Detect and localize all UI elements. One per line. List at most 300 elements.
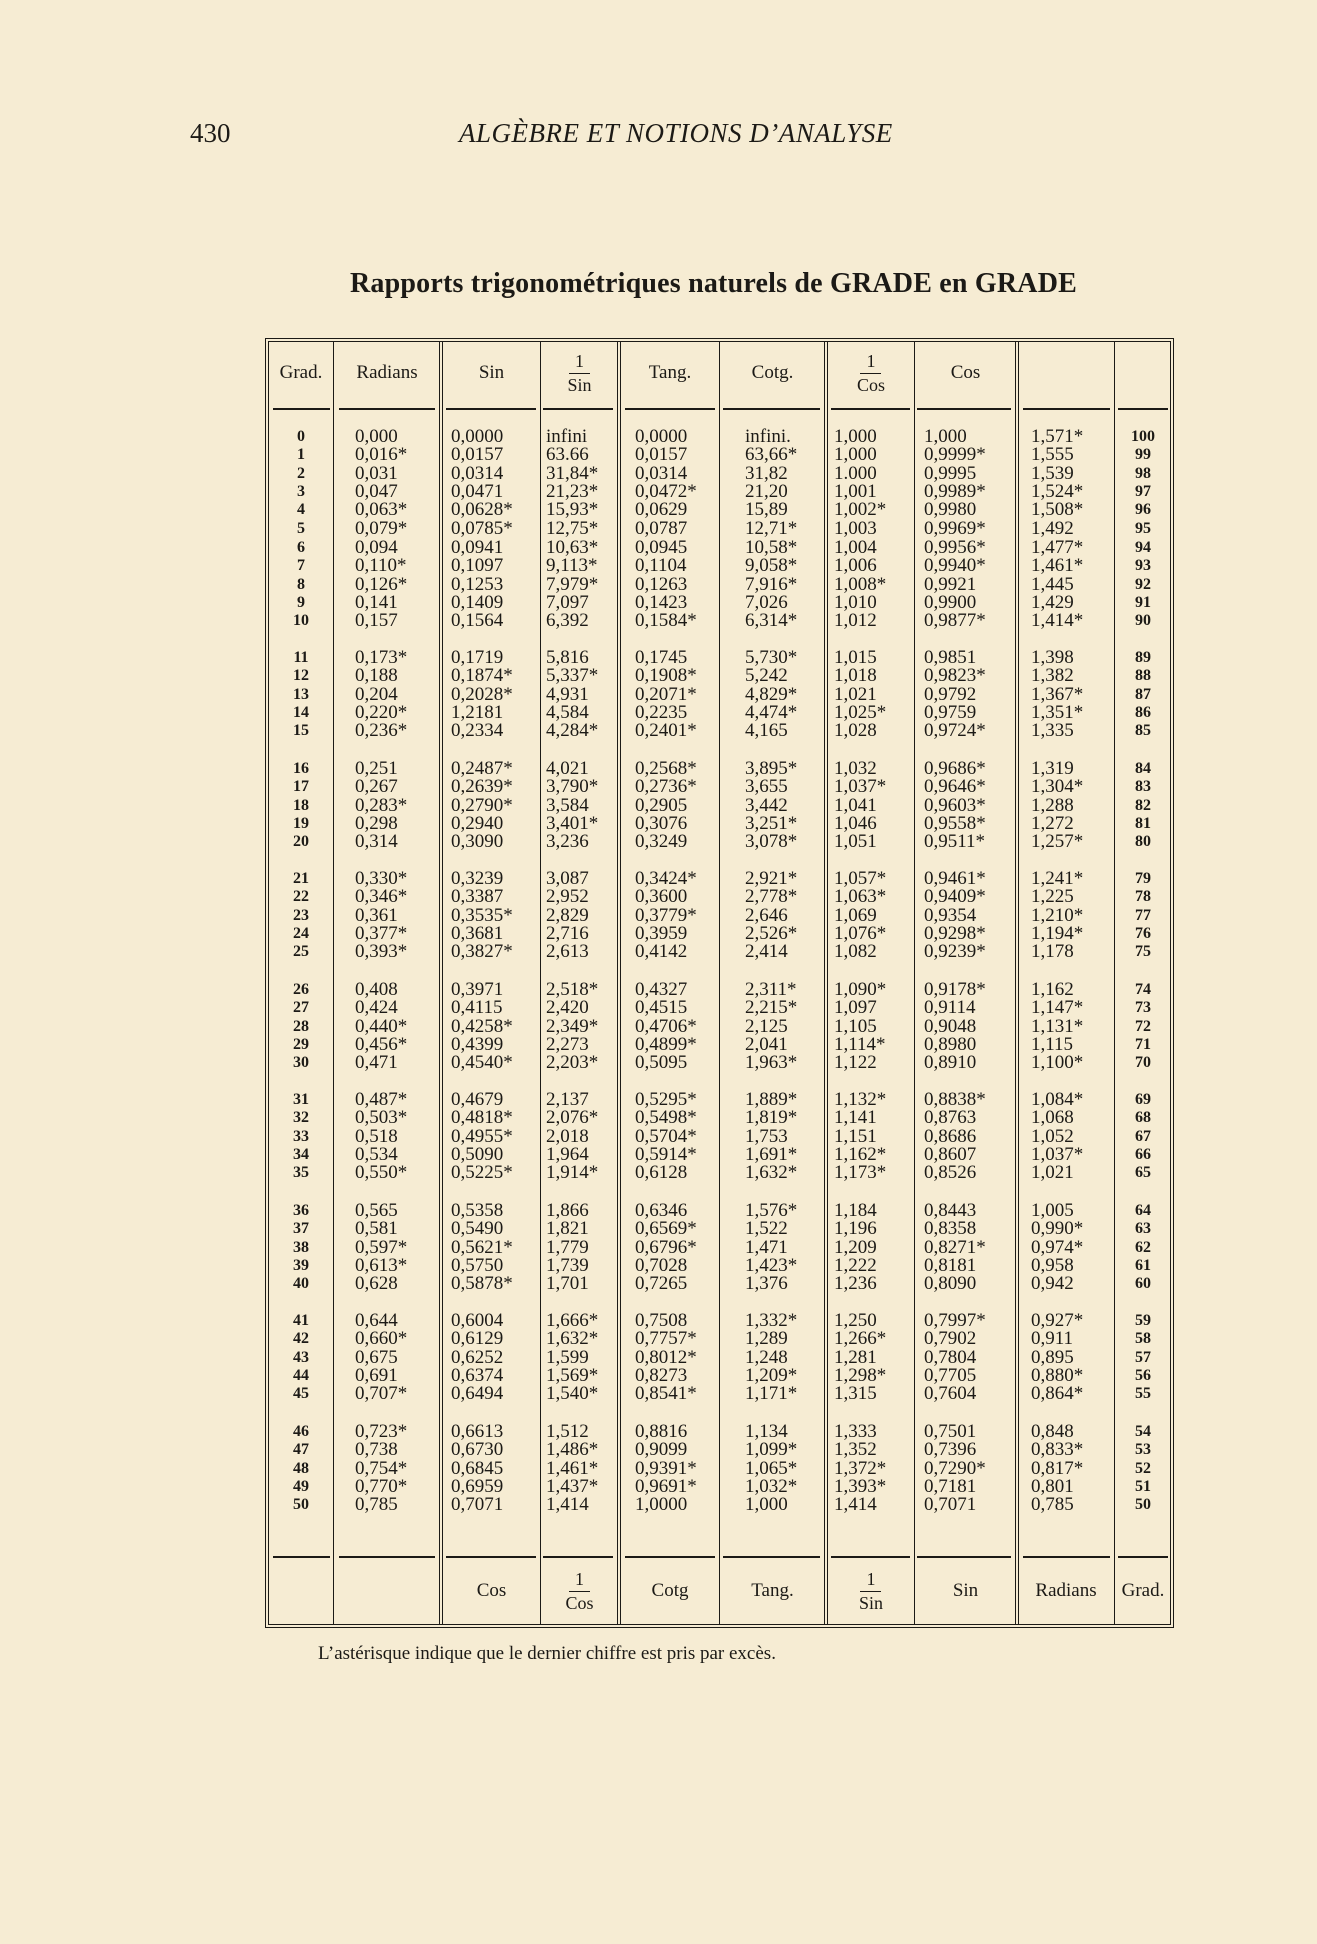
fraction-one-over-cos (853, 352, 889, 395)
cell-sin: 0,1253 (451, 573, 504, 595)
cell-cotg: 4,474* (745, 701, 798, 723)
cell-radians: 0,503* (355, 1107, 408, 1129)
cell-inv-sin: 1,437* (546, 1475, 599, 1497)
cell-radians: 0,628 (355, 1273, 398, 1295)
cell-inv-cos: 1,037* (834, 776, 887, 798)
table-row (269, 1330, 1170, 1348)
cell-inv-cos: 1,414 (834, 1494, 877, 1516)
cell-inv-sin: 3,236 (546, 831, 589, 853)
footer-radians: Radians (1035, 1580, 1097, 1601)
cell-sin: 0,0785* (451, 517, 513, 539)
cell-cos: 0,9686* (924, 758, 986, 779)
cell-cotg: 7,916* (745, 573, 798, 595)
cell-inv-cos: 1,010 (834, 591, 877, 613)
cell-inv-cos: 1,002* (834, 499, 887, 521)
cell-sin: 0,2940 (451, 812, 504, 834)
cell-cos: 1,000 (924, 426, 967, 447)
cell-inv-cos: 1,196 (834, 1218, 877, 1240)
cell-cotg: 1,963* (745, 1052, 798, 1074)
cell-grad-compl: 87 (1135, 685, 1151, 703)
cell-sin: 0,4679 (451, 1089, 504, 1110)
cell-inv-sin: 1,701 (546, 1273, 589, 1295)
cell-cotg: 10,58* (745, 537, 798, 558)
cell-inv-sin: 1,666* (546, 1310, 599, 1331)
cell-radians: 0,126* (355, 573, 408, 595)
footer-rule (273, 1556, 330, 1558)
cell-radians-compl: 0,833* (1031, 1439, 1084, 1461)
cell-cotg: 2,215* (745, 997, 798, 1019)
cell-grad-compl: 91 (1135, 593, 1151, 611)
cell-sin: 0,4540* (451, 1052, 513, 1074)
cell-radians: 0,393* (355, 941, 408, 963)
cell-tang: 0,9691* (635, 1475, 697, 1497)
cell-inv-cos: 1,000 (834, 426, 877, 447)
cell-sin: 0,1097 (451, 555, 504, 577)
cell-cotg: 1,522 (745, 1218, 788, 1240)
cell-radians-compl: 0,990* (1031, 1218, 1084, 1240)
cell-tang: 0,8273 (635, 1364, 688, 1386)
cell-cotg: 1,065* (745, 1457, 798, 1479)
cell-radians-compl: 1,115 (1031, 1033, 1074, 1055)
cell-inv-cos: 1,063* (834, 886, 887, 908)
cell-inv-sin: 1,599 (546, 1346, 589, 1368)
fraction-one-over-sin (563, 352, 595, 395)
cell-tang: 0,6128 (635, 1162, 688, 1184)
cell-grad-compl: 76 (1135, 924, 1151, 942)
cell-cotg: 3,442 (745, 794, 788, 816)
cell-inv-sin: 3,790* (546, 776, 599, 798)
cell-radians-compl: 1,194* (1031, 922, 1084, 944)
cell-cotg: 63,66* (745, 444, 798, 466)
cell-radians-compl: 1,241* (1031, 868, 1084, 889)
cell-tang: 0,6346 (635, 1200, 688, 1221)
cell-inv-sin: 4,021 (546, 758, 589, 779)
cell-inv-cos: 1,069 (834, 904, 877, 926)
cell-grad: 30 (293, 1054, 309, 1072)
fraction-denominator: Sin (567, 374, 592, 395)
cell-radians: 0,785 (355, 1494, 398, 1516)
cell-tang: 0,1908* (635, 665, 697, 687)
cell-grad: 12 (293, 667, 309, 685)
cell-inv-sin: 1,914* (546, 1162, 599, 1184)
cell-radians: 0,361 (355, 904, 398, 926)
cell-radians-compl: 1,100* (1031, 1052, 1084, 1074)
cell-radians: 0,016* (355, 444, 408, 466)
cell-tang: 0,0000 (635, 426, 688, 447)
footer-rule (723, 1556, 820, 1558)
header-rule (339, 408, 435, 410)
cell-cos: 0,8686 (924, 1125, 977, 1147)
cell-sin: 0,5090 (451, 1143, 504, 1165)
cell-radians: 0,031 (355, 462, 398, 484)
cell-inv-sin: 1,964 (546, 1143, 589, 1165)
cell-grad: 35 (293, 1164, 309, 1182)
cell-grad-compl: 98 (1135, 464, 1151, 482)
cell-inv-cos: 1,097 (834, 997, 877, 1019)
cell-inv-cos: 1,015 (834, 647, 877, 668)
cell-grad: 48 (293, 1459, 309, 1477)
cell-inv-cos: 1,173* (834, 1162, 887, 1184)
cell-inv-cos: 1,141 (834, 1107, 877, 1129)
cell-radians: 0,550* (355, 1162, 408, 1184)
cell-radians-compl: 0,817* (1031, 1457, 1084, 1479)
footer-sin: Sin (952, 1580, 979, 1601)
table-row (269, 446, 1170, 464)
cell-inv-sin: 5,337* (546, 665, 599, 687)
cell-cotg: 1,819* (745, 1107, 798, 1129)
cell-tang: 0,2235 (635, 701, 688, 723)
cell-cos: 0,9921 (924, 573, 977, 595)
page-number: 430 (190, 118, 231, 148)
cell-grad: 26 (293, 981, 309, 998)
cell-cos: 0,7181 (924, 1475, 977, 1497)
cell-grad-compl: 62 (1135, 1238, 1151, 1256)
cell-cos: 0,9900 (924, 591, 977, 613)
cell-grad: 46 (293, 1423, 309, 1440)
cell-inv-sin: 1,866 (546, 1200, 589, 1221)
cell-sin: 0,6252 (451, 1346, 504, 1368)
cell-radians: 0,408 (355, 979, 398, 1000)
cell-cotg: 1,032* (745, 1475, 798, 1497)
cell-sin: 0,6004 (451, 1310, 504, 1331)
cell-inv-cos: 1,001 (834, 480, 877, 502)
cell-radians: 0,707* (355, 1383, 408, 1405)
cell-cotg: 2,041 (745, 1033, 788, 1055)
cell-grad: 43 (293, 1348, 309, 1366)
cell-tang: 0,0787 (635, 517, 688, 539)
cell-grad: 47 (293, 1441, 309, 1459)
cell-cos: 0,9354 (924, 904, 977, 926)
cell-cos: 0,8980 (924, 1033, 977, 1055)
cell-grad: 40 (293, 1275, 309, 1293)
cell-grad: 16 (293, 760, 309, 777)
header-rule (723, 408, 820, 410)
cell-grad: 3 (297, 482, 305, 500)
cell-radians-compl: 0,880* (1031, 1364, 1084, 1386)
footer-rule (543, 1556, 613, 1558)
cell-radians-compl: 1,037* (1031, 1143, 1084, 1165)
cell-grad-compl: 60 (1135, 1275, 1151, 1293)
cell-radians-compl: 1,319 (1031, 758, 1074, 779)
cell-radians: 0,141 (355, 591, 398, 613)
cell-radians: 0,660* (355, 1328, 408, 1350)
cell-inv-sin: 1,512 (546, 1421, 589, 1442)
table-row (269, 517, 1170, 539)
cell-inv-sin: 2,952 (546, 886, 589, 908)
cell-grad-compl: 97 (1135, 482, 1151, 500)
header-rule (917, 408, 1011, 410)
cell-tang: 0,4515 (635, 997, 688, 1019)
cell-inv-sin: 2,420 (546, 997, 589, 1019)
cell-tang: 0,5498* (635, 1107, 697, 1129)
cell-inv-cos: 1,028 (834, 720, 877, 742)
cell-grad-compl: 95 (1135, 519, 1151, 537)
cell-inv-cos: 1,132* (834, 1089, 887, 1110)
cell-inv-cos: 1,057* (834, 868, 887, 889)
cell-inv-cos: 1,222 (834, 1254, 877, 1276)
cell-sin: 0,2790* (451, 794, 513, 816)
cell-grad-compl: 81 (1135, 814, 1151, 832)
cell-sin: 0,4955* (451, 1125, 513, 1147)
cell-cotg: 2,921* (745, 868, 798, 889)
fraction-one-over-sin (855, 1570, 887, 1613)
cell-sin: 0,2639* (451, 776, 513, 798)
cell-sin: 0,6129 (451, 1328, 504, 1350)
cell-radians-compl: 1,539 (1031, 462, 1074, 484)
cell-grad-compl: 88 (1135, 667, 1151, 685)
cell-radians-compl: 1,445 (1031, 573, 1074, 595)
cell-tang: 0,3249 (635, 831, 688, 853)
cell-radians: 0,597* (355, 1236, 408, 1258)
cell-radians-compl: 1,272 (1031, 812, 1074, 834)
cell-cotg: 1,576* (745, 1200, 798, 1221)
cell-sin: 0,1874* (451, 665, 513, 687)
cell-sin: 0,6374 (451, 1364, 504, 1386)
cell-cos: 0,8181 (924, 1254, 977, 1276)
table-row (269, 1441, 1170, 1459)
cell-grad: 17 (293, 778, 309, 796)
table-title (0, 268, 1317, 300)
cell-grad-compl: 54 (1135, 1423, 1151, 1440)
cell-cos: 0,9511* (924, 831, 986, 853)
cell-radians-compl: 1,257* (1031, 831, 1084, 853)
cell-radians-compl: 0,895 (1031, 1346, 1074, 1368)
table-row (269, 722, 1170, 740)
cell-tang: 0,4142 (635, 941, 688, 963)
cell-tang: 0,3076 (635, 812, 688, 834)
table-row (269, 833, 1170, 851)
cell-radians-compl: 0,864* (1031, 1383, 1084, 1405)
cell-grad-compl: 86 (1135, 703, 1151, 721)
cell-cotg: 5,730* (745, 647, 798, 668)
cell-grad-compl: 92 (1135, 575, 1151, 593)
cell-sin: 0,1409 (451, 591, 504, 613)
cell-inv-sin: 5,816 (546, 647, 589, 668)
cell-radians: 0,565 (355, 1200, 398, 1221)
cell-grad-compl: 57 (1135, 1348, 1151, 1366)
cell-inv-cos: 1,041 (834, 794, 877, 816)
cell-radians-compl: 1,021 (1031, 1162, 1074, 1184)
cell-inv-sin: 2,273 (546, 1033, 589, 1055)
cell-radians-compl: 1,398 (1031, 647, 1074, 668)
cell-tang: 0,4327 (635, 979, 688, 1000)
footer-cos: Cos (476, 1580, 507, 1601)
cell-radians-compl: 1,414* (1031, 610, 1084, 632)
cell-sin: 0,6613 (451, 1421, 504, 1442)
cell-cos: 0,7902 (924, 1328, 977, 1350)
cell-cos: 0,9877* (924, 610, 986, 632)
cell-radians-compl: 1,351* (1031, 701, 1084, 723)
header-inv-sin (542, 342, 617, 404)
cell-cotg: 2,414 (745, 941, 788, 963)
cell-grad: 36 (293, 1202, 309, 1219)
cell-inv-sin: 2,716 (546, 922, 589, 944)
cell-grad: 2 (297, 464, 305, 482)
cell-radians: 0,518 (355, 1125, 398, 1147)
cell-inv-sin: 7,979* (546, 573, 599, 595)
header-cos: Cos (950, 362, 981, 383)
cell-grad: 6 (297, 539, 305, 556)
cell-cotg: 1,753 (745, 1125, 788, 1147)
cell-radians: 0,424 (355, 997, 398, 1019)
cell-inv-sin: 63.66 (546, 444, 589, 466)
cell-inv-cos: 1,162* (834, 1143, 887, 1165)
cell-sin: 0,0314 (451, 462, 504, 484)
cell-radians-compl: 1,084* (1031, 1089, 1084, 1110)
cell-tang: 0,5095 (635, 1052, 688, 1074)
cell-radians-compl: 1,477* (1031, 537, 1084, 558)
cell-radians: 0,314 (355, 831, 398, 853)
cell-tang: 0,5295* (635, 1089, 697, 1110)
cell-radians-compl: 1,178 (1031, 941, 1074, 963)
cell-radians-compl: 0,911 (1031, 1328, 1074, 1350)
cell-radians-compl: 1,052 (1031, 1125, 1074, 1147)
cell-grad-compl: 61 (1135, 1256, 1151, 1274)
footer-cotg: Cotg (651, 1580, 689, 1601)
cell-grad-compl: 52 (1135, 1459, 1151, 1477)
cell-cotg: 2,526* (745, 922, 798, 944)
cell-cotg: 2,778* (745, 886, 798, 908)
cell-radians-compl: 0,958 (1031, 1254, 1074, 1276)
cell-grad: 19 (293, 814, 309, 832)
cell-inv-cos: 1,266* (834, 1328, 887, 1350)
cell-sin: 0,6959 (451, 1475, 504, 1497)
table-row (269, 943, 1170, 961)
cell-grad-compl: 51 (1135, 1477, 1151, 1495)
cell-grad-compl: 63 (1135, 1220, 1151, 1238)
cell-inv-cos: 1,315 (834, 1383, 877, 1405)
cell-grad: 23 (293, 906, 309, 924)
cell-radians: 0,613* (355, 1254, 408, 1276)
cell-grad-compl: 56 (1135, 1366, 1151, 1384)
cell-radians-compl: 1,429 (1031, 591, 1074, 613)
cell-tang: 0,7508 (635, 1310, 688, 1331)
cell-sin: 0,5490 (451, 1218, 504, 1240)
cell-radians: 0,330* (355, 868, 408, 889)
page-header (0, 118, 1317, 158)
cell-cos: 0,7997* (924, 1310, 986, 1331)
cell-grad-compl: 94 (1135, 539, 1151, 556)
footer-rule (625, 1556, 715, 1558)
cell-sin: 0,3681 (451, 922, 504, 944)
cell-sin: 1,2181 (451, 701, 504, 723)
cell-cotg: 1,248 (745, 1346, 788, 1368)
cell-sin: 0,0941 (451, 537, 504, 558)
cell-radians: 0,456* (355, 1033, 408, 1055)
cell-radians-compl: 1,571* (1031, 426, 1084, 447)
cell-grad-compl: 77 (1135, 906, 1151, 924)
cell-radians-compl: 1,005 (1031, 1200, 1074, 1221)
cell-inv-sin: 1,540* (546, 1383, 599, 1405)
cell-inv-sin: 1,779 (546, 1236, 589, 1258)
cell-tang: 0,1584* (635, 610, 697, 632)
cell-inv-sin: 4,931 (546, 683, 589, 705)
cell-radians: 0,738 (355, 1439, 398, 1461)
footer-rule (339, 1556, 435, 1558)
cell-inv-sin: 3,401* (546, 812, 599, 834)
cell-cos: 0,9724* (924, 720, 986, 742)
cell-cos: 0,8763 (924, 1107, 977, 1129)
header-sin: Sin (478, 362, 505, 383)
cell-tang: 0,2401* (635, 720, 697, 742)
cell-radians-compl: 0,974* (1031, 1236, 1084, 1258)
cell-grad: 22 (293, 888, 309, 906)
cell-inv-sin: infini (546, 426, 588, 447)
cell-grad: 18 (293, 796, 309, 814)
cell-cos: 0,9178* (924, 979, 986, 1000)
cell-grad-compl: 53 (1135, 1441, 1151, 1459)
cell-cotg: infini. (745, 426, 791, 447)
cell-inv-sin: 4,584 (546, 701, 589, 723)
cell-inv-sin: 2,349* (546, 1015, 599, 1037)
cell-cos: 0,9461* (924, 868, 986, 889)
cell-cotg: 2,311* (745, 979, 797, 1000)
footer-rule (1118, 1556, 1168, 1558)
cell-cos: 0,9999* (924, 444, 986, 466)
cell-cotg: 15,89 (745, 499, 788, 521)
cell-cos: 0,8910 (924, 1052, 977, 1074)
cell-cos: 0,7396 (924, 1439, 977, 1461)
cell-inv-sin: 2,829 (546, 904, 589, 926)
table-row (269, 612, 1170, 630)
cell-radians-compl: 1,288 (1031, 794, 1074, 816)
cell-cotg: 1,691* (745, 1143, 798, 1165)
cell-sin: 0,1719 (451, 647, 504, 668)
cell-sin: 0,0000 (451, 426, 504, 447)
cell-cos: 0,9603* (924, 794, 986, 816)
cell-cos: 0,9956* (924, 537, 986, 558)
cell-tang: 0,2568* (635, 758, 697, 779)
cell-radians-compl: 1,131* (1031, 1015, 1084, 1037)
cell-inv-cos: 1,250 (834, 1310, 877, 1331)
cell-grad-compl: 69 (1135, 1091, 1151, 1108)
cell-radians: 0,079* (355, 517, 408, 539)
cell-grad: 10 (293, 612, 309, 630)
cell-cos: 0,9792 (924, 683, 977, 705)
cell-grad: 25 (293, 943, 309, 961)
header-rule (625, 408, 715, 410)
cell-tang: 0,0157 (635, 444, 688, 466)
cell-grad-compl: 85 (1135, 722, 1151, 740)
cell-tang: 0,6796* (635, 1236, 697, 1258)
table-row (269, 888, 1170, 906)
cell-tang: 0,0314 (635, 462, 688, 484)
trig-table (265, 338, 1174, 1628)
cell-cos: 0,8271* (924, 1236, 986, 1258)
cell-cos: 0,8838* (924, 1089, 986, 1110)
cell-grad-compl: 59 (1135, 1312, 1151, 1329)
table-title-text: Rapports trigonométriques naturels de GRADE en GRADE (350, 268, 1077, 299)
cell-inv-cos: 1,105 (834, 1015, 877, 1037)
fraction-denominator: Cos (565, 1592, 594, 1613)
header-inv-cos (828, 342, 914, 404)
table-row (269, 1164, 1170, 1182)
cell-cotg: 3,251* (745, 812, 798, 834)
footer-inv-cos (542, 1560, 617, 1622)
cell-radians-compl: 1,492 (1031, 517, 1074, 539)
table-row (269, 778, 1170, 796)
cell-cotg: 1,289 (745, 1328, 788, 1350)
cell-grad-compl: 50 (1135, 1496, 1151, 1514)
table-row (269, 557, 1170, 575)
cell-radians: 0,487* (355, 1089, 408, 1110)
cell-sin: 0,5225* (451, 1162, 513, 1184)
table-row (269, 1385, 1170, 1403)
cell-inv-sin: 2,137 (546, 1089, 589, 1110)
cell-grad: 13 (293, 685, 309, 703)
table-row (269, 999, 1170, 1017)
cell-sin: 0,3971 (451, 979, 504, 1000)
